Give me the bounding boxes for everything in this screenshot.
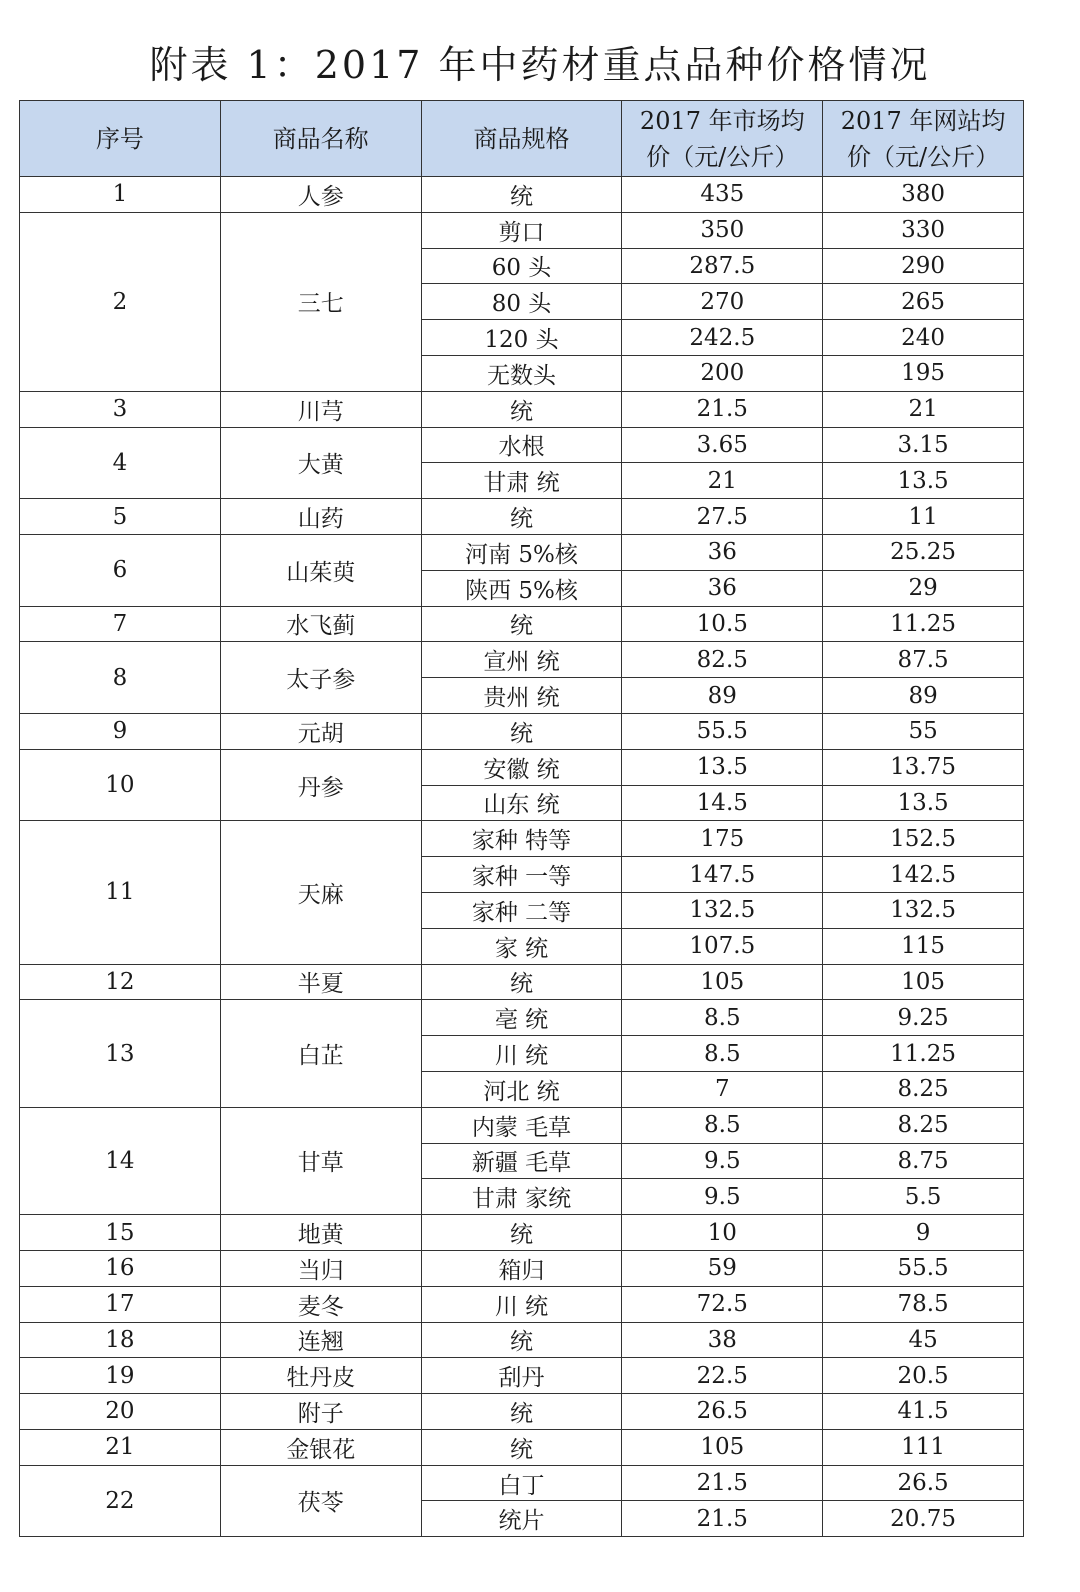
cell-web-price: 11	[823, 499, 1024, 535]
cell-spec: 统	[421, 1322, 622, 1358]
cell-web-price: 11.25	[823, 606, 1024, 642]
cell-market-price: 22.5	[622, 1358, 823, 1394]
cell-web-price: 45	[823, 1322, 1024, 1358]
cell-web-price: 26.5	[823, 1465, 1024, 1501]
cell-web-price: 5.5	[823, 1179, 1024, 1215]
cell-market-price: 287.5	[622, 248, 823, 284]
cell-web-price: 13.5	[823, 785, 1024, 821]
cell-market-price: 27.5	[622, 499, 823, 535]
cell-web-price: 9.25	[823, 1000, 1024, 1036]
cell-web-price: 89	[823, 678, 1024, 714]
cell-market-price: 10.5	[622, 606, 823, 642]
cell-market-price: 36	[622, 534, 823, 570]
cell-market-price: 8.5	[622, 1000, 823, 1036]
cell-spec: 无数头	[421, 355, 622, 391]
cell-seq: 22	[20, 1465, 221, 1537]
cell-web-price: 265	[823, 284, 1024, 320]
cell-web-price: 330	[823, 212, 1024, 248]
cell-seq: 6	[20, 534, 221, 606]
cell-market-price: 147.5	[622, 857, 823, 893]
cell-market-price: 72.5	[622, 1286, 823, 1322]
cell-spec: 白丁	[421, 1465, 622, 1501]
cell-spec: 新疆 毛草	[421, 1143, 622, 1179]
cell-name: 太子参	[220, 642, 421, 714]
cell-spec: 山东 统	[421, 785, 622, 821]
cell-seq: 1	[20, 177, 221, 213]
cell-market-price: 89	[622, 678, 823, 714]
cell-web-price: 105	[823, 964, 1024, 1000]
table-row	[20, 1000, 1024, 1036]
cell-web-price: 111	[823, 1429, 1024, 1465]
cell-name: 半夏	[220, 964, 421, 1000]
cell-spec: 内蒙 毛草	[421, 1107, 622, 1143]
cell-web-price: 11.25	[823, 1036, 1024, 1072]
table-row	[20, 1250, 1024, 1286]
cell-spec: 统	[421, 1215, 622, 1251]
cell-market-price: 3.65	[622, 427, 823, 463]
cell-market-price: 435	[622, 177, 823, 213]
table-title: 附表 1：2017 年中药材重点品种价格情况	[149, 43, 931, 87]
cell-name: 人参	[220, 177, 421, 213]
table-row	[20, 821, 1024, 857]
cell-spec: 家种 二等	[421, 892, 622, 928]
cell-name: 麦冬	[220, 1286, 421, 1322]
cell-name: 附子	[220, 1394, 421, 1430]
cell-seq: 5	[20, 499, 221, 535]
table-row	[20, 1215, 1024, 1251]
cell-seq: 12	[20, 964, 221, 1000]
header-web-price	[823, 101, 1024, 177]
cell-spec: 贵州 统	[421, 678, 622, 714]
cell-name: 甘草	[220, 1107, 421, 1214]
cell-seq: 18	[20, 1322, 221, 1358]
header-web-line1: 2017 年网站均	[840, 106, 1006, 135]
cell-spec: 河北 统	[421, 1071, 622, 1107]
cell-market-price: 132.5	[622, 892, 823, 928]
cell-name: 牡丹皮	[220, 1358, 421, 1394]
cell-web-price: 3.15	[823, 427, 1024, 463]
cell-web-price: 8.25	[823, 1071, 1024, 1107]
cell-market-price: 242.5	[622, 320, 823, 356]
cell-market-price: 38	[622, 1322, 823, 1358]
table-row	[20, 499, 1024, 535]
cell-market-price: 350	[622, 212, 823, 248]
cell-market-price: 26.5	[622, 1394, 823, 1430]
cell-seq: 11	[20, 821, 221, 964]
cell-web-price: 380	[823, 177, 1024, 213]
table-row	[20, 642, 1024, 678]
table-row	[20, 391, 1024, 427]
cell-seq: 14	[20, 1107, 221, 1214]
cell-seq: 4	[20, 427, 221, 499]
cell-spec: 家种 特等	[421, 821, 622, 857]
table-body	[20, 177, 1024, 1537]
cell-seq: 15	[20, 1215, 221, 1251]
cell-spec: 刮丹	[421, 1358, 622, 1394]
cell-market-price: 21.5	[622, 391, 823, 427]
cell-web-price: 9	[823, 1215, 1024, 1251]
cell-spec: 家种 一等	[421, 857, 622, 893]
cell-name: 山药	[220, 499, 421, 535]
cell-market-price: 8.5	[622, 1107, 823, 1143]
cell-market-price: 9.5	[622, 1143, 823, 1179]
table-row	[20, 212, 1024, 248]
cell-name: 金银花	[220, 1429, 421, 1465]
cell-web-price: 41.5	[823, 1394, 1024, 1430]
table-row	[20, 427, 1024, 463]
cell-spec: 水根	[421, 427, 622, 463]
cell-market-price: 14.5	[622, 785, 823, 821]
cell-seq: 21	[20, 1429, 221, 1465]
table-row	[20, 1358, 1024, 1394]
cell-seq: 10	[20, 749, 221, 821]
table-row	[20, 1286, 1024, 1322]
cell-spec: 家 统	[421, 928, 622, 964]
cell-web-price: 8.75	[823, 1143, 1024, 1179]
cell-web-price: 115	[823, 928, 1024, 964]
cell-web-price: 13.75	[823, 749, 1024, 785]
table-row	[20, 1394, 1024, 1430]
cell-name: 白芷	[220, 1000, 421, 1107]
cell-web-price: 21	[823, 391, 1024, 427]
cell-name: 天麻	[220, 821, 421, 964]
table-row	[20, 1429, 1024, 1465]
cell-market-price: 8.5	[622, 1036, 823, 1072]
cell-web-price: 8.25	[823, 1107, 1024, 1143]
cell-spec: 统	[421, 606, 622, 642]
cell-seq: 20	[20, 1394, 221, 1430]
header-seq: 序号	[20, 101, 221, 177]
cell-spec: 统	[421, 391, 622, 427]
cell-web-price: 132.5	[823, 892, 1024, 928]
header-web-line2: 价（元/公斤）	[847, 142, 1000, 171]
cell-name: 连翘	[220, 1322, 421, 1358]
cell-name: 丹参	[220, 749, 421, 821]
cell-spec: 甘肃 统	[421, 463, 622, 499]
cell-market-price: 10	[622, 1215, 823, 1251]
cell-name: 水飞蓟	[220, 606, 421, 642]
cell-web-price: 152.5	[823, 821, 1024, 857]
cell-name: 山茱萸	[220, 534, 421, 606]
cell-web-price: 290	[823, 248, 1024, 284]
cell-spec: 川 统	[421, 1036, 622, 1072]
cell-web-price: 20.5	[823, 1358, 1024, 1394]
cell-spec: 川 统	[421, 1286, 622, 1322]
cell-name: 地黄	[220, 1215, 421, 1251]
cell-market-price: 105	[622, 1429, 823, 1465]
table-row	[20, 1107, 1024, 1143]
table-row	[20, 606, 1024, 642]
table-row	[20, 1322, 1024, 1358]
cell-name: 当归	[220, 1250, 421, 1286]
table-row	[20, 1465, 1024, 1501]
table-row	[20, 749, 1024, 785]
cell-spec: 统	[421, 177, 622, 213]
cell-name: 川芎	[220, 391, 421, 427]
header-row	[20, 101, 1024, 177]
cell-spec: 统	[421, 1394, 622, 1430]
cell-web-price: 195	[823, 355, 1024, 391]
cell-web-price: 87.5	[823, 642, 1024, 678]
table-row	[20, 713, 1024, 749]
cell-web-price: 142.5	[823, 857, 1024, 893]
cell-web-price: 25.25	[823, 534, 1024, 570]
cell-web-price: 240	[823, 320, 1024, 356]
header-spec: 商品规格	[421, 101, 622, 177]
cell-name: 茯苓	[220, 1465, 421, 1537]
cell-market-price: 21.5	[622, 1465, 823, 1501]
price-table	[19, 100, 1024, 1537]
cell-market-price: 21	[622, 463, 823, 499]
cell-seq: 16	[20, 1250, 221, 1286]
header-name: 商品名称	[220, 101, 421, 177]
cell-market-price: 175	[622, 821, 823, 857]
cell-spec: 陕西 5%核	[421, 570, 622, 606]
cell-seq: 7	[20, 606, 221, 642]
cell-seq: 17	[20, 1286, 221, 1322]
cell-spec: 120 头	[421, 320, 622, 356]
cell-seq: 2	[20, 212, 221, 391]
cell-web-price: 78.5	[823, 1286, 1024, 1322]
cell-market-price: 13.5	[622, 749, 823, 785]
table-row	[20, 177, 1024, 213]
cell-spec: 60 头	[421, 248, 622, 284]
cell-market-price: 7	[622, 1071, 823, 1107]
cell-spec: 统片	[421, 1501, 622, 1537]
cell-spec: 统	[421, 713, 622, 749]
table-row	[20, 534, 1024, 570]
cell-spec: 河南 5%核	[421, 534, 622, 570]
cell-name: 大黄	[220, 427, 421, 499]
cell-seq: 13	[20, 1000, 221, 1107]
cell-market-price: 107.5	[622, 928, 823, 964]
cell-spec: 宣州 统	[421, 642, 622, 678]
cell-spec: 统	[421, 1429, 622, 1465]
cell-name: 三七	[220, 212, 421, 391]
cell-web-price: 55	[823, 713, 1024, 749]
cell-web-price: 55.5	[823, 1250, 1024, 1286]
cell-web-price: 29	[823, 570, 1024, 606]
cell-market-price: 59	[622, 1250, 823, 1286]
cell-market-price: 21.5	[622, 1501, 823, 1537]
cell-market-price: 55.5	[622, 713, 823, 749]
header-market-line2: 价（元/公斤）	[646, 142, 799, 171]
cell-spec: 亳 统	[421, 1000, 622, 1036]
cell-spec: 80 头	[421, 284, 622, 320]
cell-spec: 箱归	[421, 1250, 622, 1286]
cell-market-price: 82.5	[622, 642, 823, 678]
cell-spec: 统	[421, 499, 622, 535]
cell-market-price: 200	[622, 355, 823, 391]
cell-spec: 甘肃 家统	[421, 1179, 622, 1215]
cell-seq: 19	[20, 1358, 221, 1394]
cell-web-price: 13.5	[823, 463, 1024, 499]
cell-market-price: 36	[622, 570, 823, 606]
cell-market-price: 105	[622, 964, 823, 1000]
table-row	[20, 964, 1024, 1000]
cell-seq: 3	[20, 391, 221, 427]
cell-spec: 安徽 统	[421, 749, 622, 785]
cell-market-price: 270	[622, 284, 823, 320]
cell-spec: 剪口	[421, 212, 622, 248]
cell-seq: 8	[20, 642, 221, 714]
cell-seq: 9	[20, 713, 221, 749]
cell-name: 元胡	[220, 713, 421, 749]
cell-spec: 统	[421, 964, 622, 1000]
header-market-line1: 2017 年市场均	[639, 106, 805, 135]
header-market-price	[622, 101, 823, 177]
cell-market-price: 9.5	[622, 1179, 823, 1215]
cell-web-price: 20.75	[823, 1501, 1024, 1537]
